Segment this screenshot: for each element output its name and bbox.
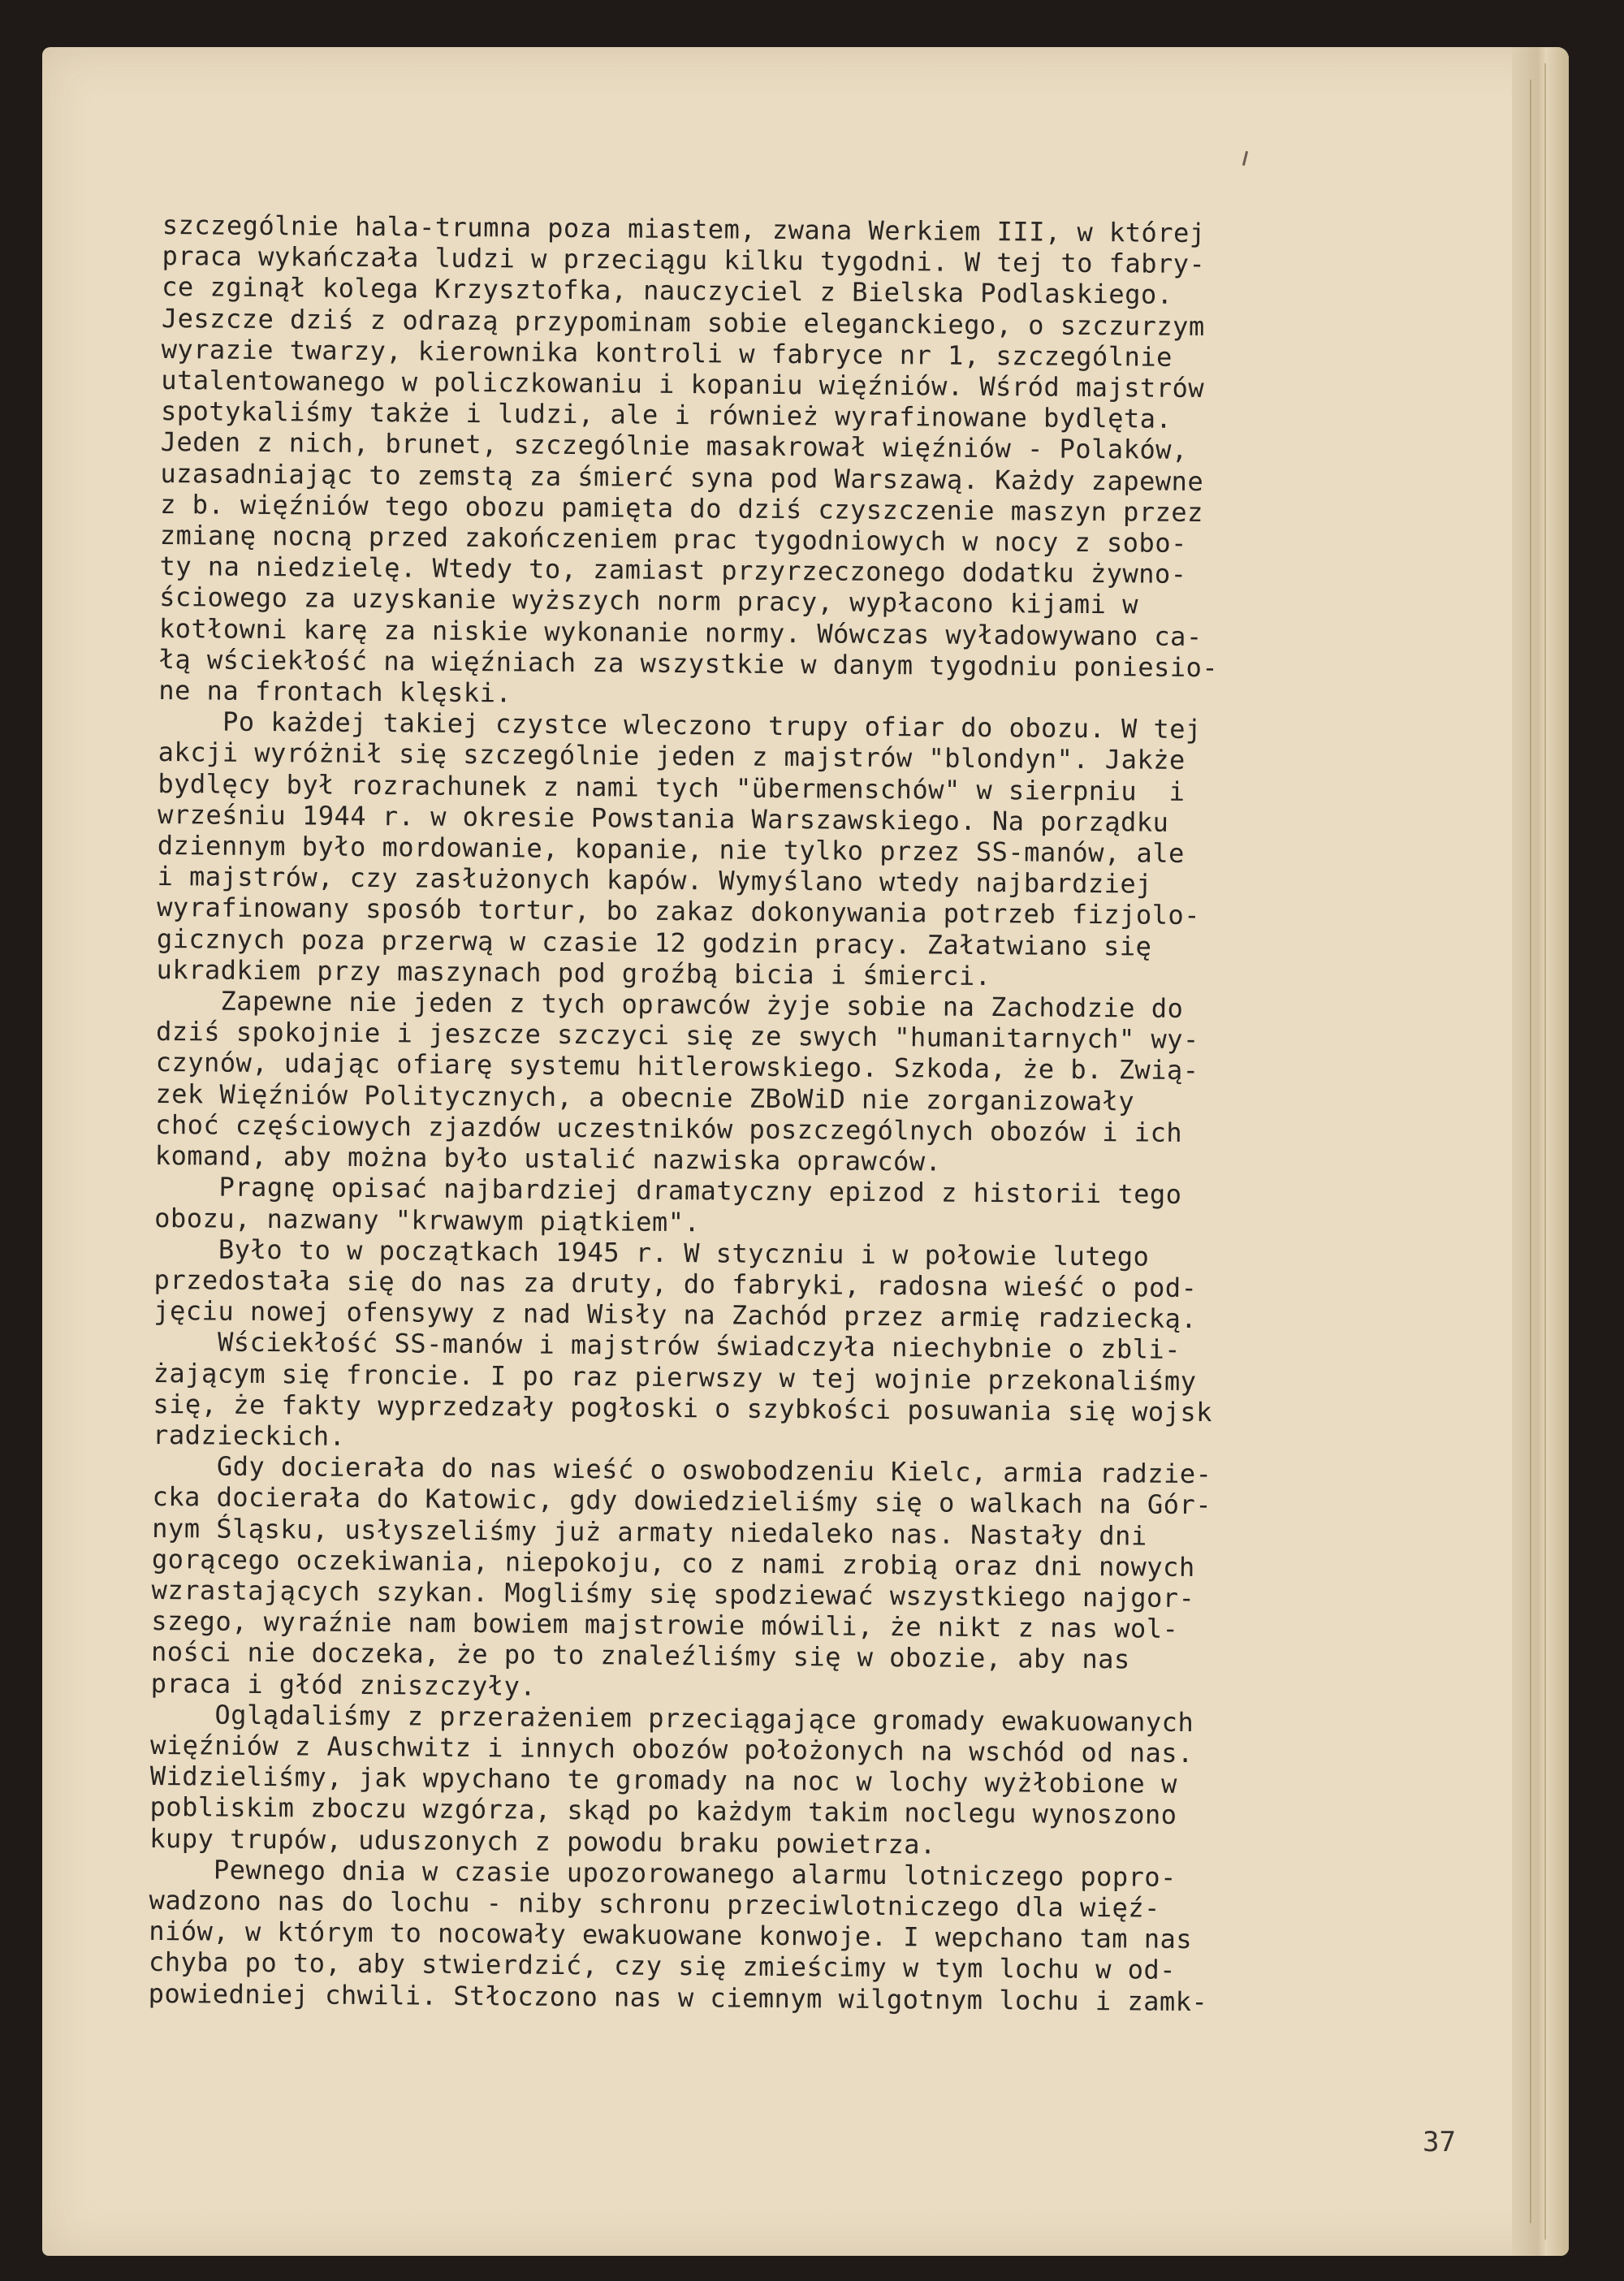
text-line: Widzieliśmy, jak wpychano te gromady na noc w lochy wyżłobione w	[149, 1760, 1177, 1800]
text-line: więźniów z Auschwitz i innych obozów położonych na wschód od nas.	[149, 1729, 1194, 1769]
text-line: wrześniu 1944 r. w okresie Powstania Warszawskiego. Na porządku	[158, 798, 1169, 838]
text-line: Gdy docierała do nas wieść o oswobodzeniu Kielc, armia radzie-	[152, 1450, 1212, 1490]
text-line: żającym się froncie. I po raz pierwszy w tej wojnie przekonaliśmy	[153, 1357, 1197, 1397]
text-line: wyrazie twarzy, kierownika kontroli w fabryce nr 1, szczególnie	[161, 333, 1173, 373]
text-line: spotykaliśmy także i ludzi, ale i również wyrafinowane bydlęta.	[160, 395, 1173, 434]
text-line: Było to w początkach 1945 r. W styczniu i w połowie lutego	[153, 1233, 1150, 1272]
text-line: przedostała się do nas za druty, do fabryki, radosna wieść o pod-	[153, 1264, 1198, 1303]
text-line: ty na niedzielę. Wtedy to, zamiast przyrzeczonego dodatku żywno-	[159, 551, 1187, 590]
text-line: wadzono nas do lochu - niby schronu przeciwlotniczego dla więź-	[149, 1884, 1160, 1924]
text-line: jęciu nowej ofensywy z nad Wisły na Zachód przez armię radziecką.	[153, 1295, 1198, 1335]
text-line: gicznych poza przerwą w czasie 12 godzin pracy. Załatwiano się	[156, 922, 1152, 962]
text-line: chyba po to, aby stwierdzić, czy się zmieścimy w tym lochu w od-	[148, 1946, 1177, 1986]
text-line: obozu, nazwany "krwawym piątkiem".	[154, 1202, 701, 1238]
text-line: ściowego za uzyskanie wyższych norm pracy, wypłacono kijami w	[159, 581, 1139, 620]
text-line: Zapewne nie jeden z tych oprawców żyje sobie na Zachodzie do	[156, 985, 1184, 1024]
text-line: ności nie doczeka, że po to znaleźliśmy się w obozie, aby nas	[150, 1636, 1130, 1675]
text-line: zek Więźniów Politycznych, a obecnie ZBoWiD nie zorganizowały	[155, 1078, 1135, 1117]
text-line: komand, aby można było ustalić nazwiska oprawców.	[154, 1140, 942, 1177]
text-line: Wściekłość SS-manów i majstrów świadczyła niechybnie o zbli-	[153, 1326, 1181, 1366]
text-line: radzieckich.	[152, 1419, 346, 1452]
text-line: szego, wyraźnie nam bowiem majstrowie mówili, że nikt z nas wol-	[151, 1605, 1179, 1645]
text-line: łą wściekłość na więźniach za wszystkie w danym tygodniu poniesio-	[158, 643, 1219, 684]
text-line: akcji wyróżnił się szczególnie jeden z majstrów "blondyn". Jakże	[158, 737, 1186, 776]
text-line: Pewnego dnia w czasie upozorowanego alarmu lotniczego popro-	[149, 1853, 1177, 1893]
text-line: się, że fakty wyprzedzały pogłoski o szybkości posuwania się wojsk	[153, 1388, 1213, 1428]
text-line: Po każdej takiej czystce wleczono trupy ofiar do obozu. W tej	[158, 706, 1202, 745]
text-line: nym Śląsku, usłyszeliśmy już armaty niedaleko nas. Nastały dni	[152, 1512, 1147, 1552]
text-line: gorącego oczekiwania, niepokoju, co z nami zrobią oraz dni nowych	[151, 1543, 1195, 1583]
text-line: wzrastających szykan. Mogliśmy się spodziewać wszystkiego najgor-	[151, 1574, 1195, 1614]
text-line: Oglądaliśmy z przerażeniem przeciągające gromady ewakuowanych	[150, 1698, 1194, 1738]
text-line: Jeden z nich, brunet, szczególnie masakrował więźniów - Polaków,	[160, 426, 1188, 466]
pen-mark	[1242, 151, 1248, 166]
text-line: uzasadniając to zemstą za śmierć syna pod Warszawą. Każdy zapewne	[160, 457, 1204, 497]
text-line: dziennym było mordowanie, kopanie, nie tylko przez SS-manów, ale	[157, 830, 1185, 869]
text-line: zmianę nocną przed zakończeniem prac tygodniowych w nocy z sobo-	[159, 520, 1187, 559]
text-line: praca wykańczała ludzi w przeciągu kilku tygodni. W tej to fabry-	[162, 240, 1206, 280]
text-line: z b. więźniów tego obozu pamięta do dziś czyszczenie maszyn przez	[160, 488, 1204, 528]
text-line: i majstrów, czy zasłużonych kapów. Wymyślano wtedy najbardziej	[157, 861, 1153, 900]
text-line: bydlęcy był rozrachunek z nami tych "übermenschów" w sierpniu i	[158, 767, 1186, 807]
text-line: szczególnie hala-trumna poza miastem, zwana Werkiem III, w której	[162, 210, 1206, 249]
text-line: wyrafinowany sposób tortur, bo zakaz dokonywania potrzeb fizjolo-	[157, 892, 1201, 931]
text-line: ukradkiem przy maszynach pod groźbą bicia i śmierci.	[156, 953, 991, 991]
text-line: utalentowanego w policzkowaniu i kopaniu więźniów. Wśród majstrów	[161, 365, 1205, 404]
text-line: powiedniej chwili. Stłoczono nas w ciemnym wilgotnym lochu i zamk-	[148, 1977, 1208, 2017]
text-line: cka docierała do Katowic, gdy dowiedzieliśmy się o walkach na Gór-	[152, 1481, 1212, 1521]
text-line: ne na frontach klęski.	[158, 675, 512, 709]
text-line: czynów, udając ofiarę systemu hitlerowskiego. Szkoda, że b. Zwią-	[155, 1047, 1199, 1086]
text-line: ce zginął kolega Krzysztofka, nauczyciel z Bielska Podlaskiego.	[162, 271, 1173, 311]
book-page	[42, 47, 1569, 2256]
text-line: choć częściowych zjazdów uczestników poszczególnych obozów i ich	[155, 1108, 1183, 1148]
text-line: kotłowni karę za niskie wykonanie normy. Wówczas wyładowywano ca-	[158, 612, 1203, 652]
text-line: Pragnę opisać najbardziej dramatyczny epizod z historii tego	[154, 1171, 1182, 1211]
body-text	[149, 210, 1494, 2020]
text-line: praca i głód zniszczyły.	[150, 1667, 537, 1702]
text-line: kupy trupów, uduszonych z powodu braku powietrza.	[149, 1822, 936, 1860]
text-line: dziś spokojnie i jeszcze szczyci się ze swych "humanitarnych" wy-	[155, 1016, 1199, 1056]
text-line: pobliskim zboczu wzgórza, skąd po każdym takim noclegu wynoszono	[149, 1791, 1177, 1831]
page-number: 37	[1423, 2126, 1456, 2158]
text-line: Jeszcze dziś z odrazą przypominam sobie eleganckiego, o szczurzym	[161, 302, 1205, 342]
page-edge	[1512, 47, 1569, 2256]
text-line: niów, w którym to nocowały ewakuowane konwoje. I wepchano tam nas	[149, 1916, 1193, 1955]
